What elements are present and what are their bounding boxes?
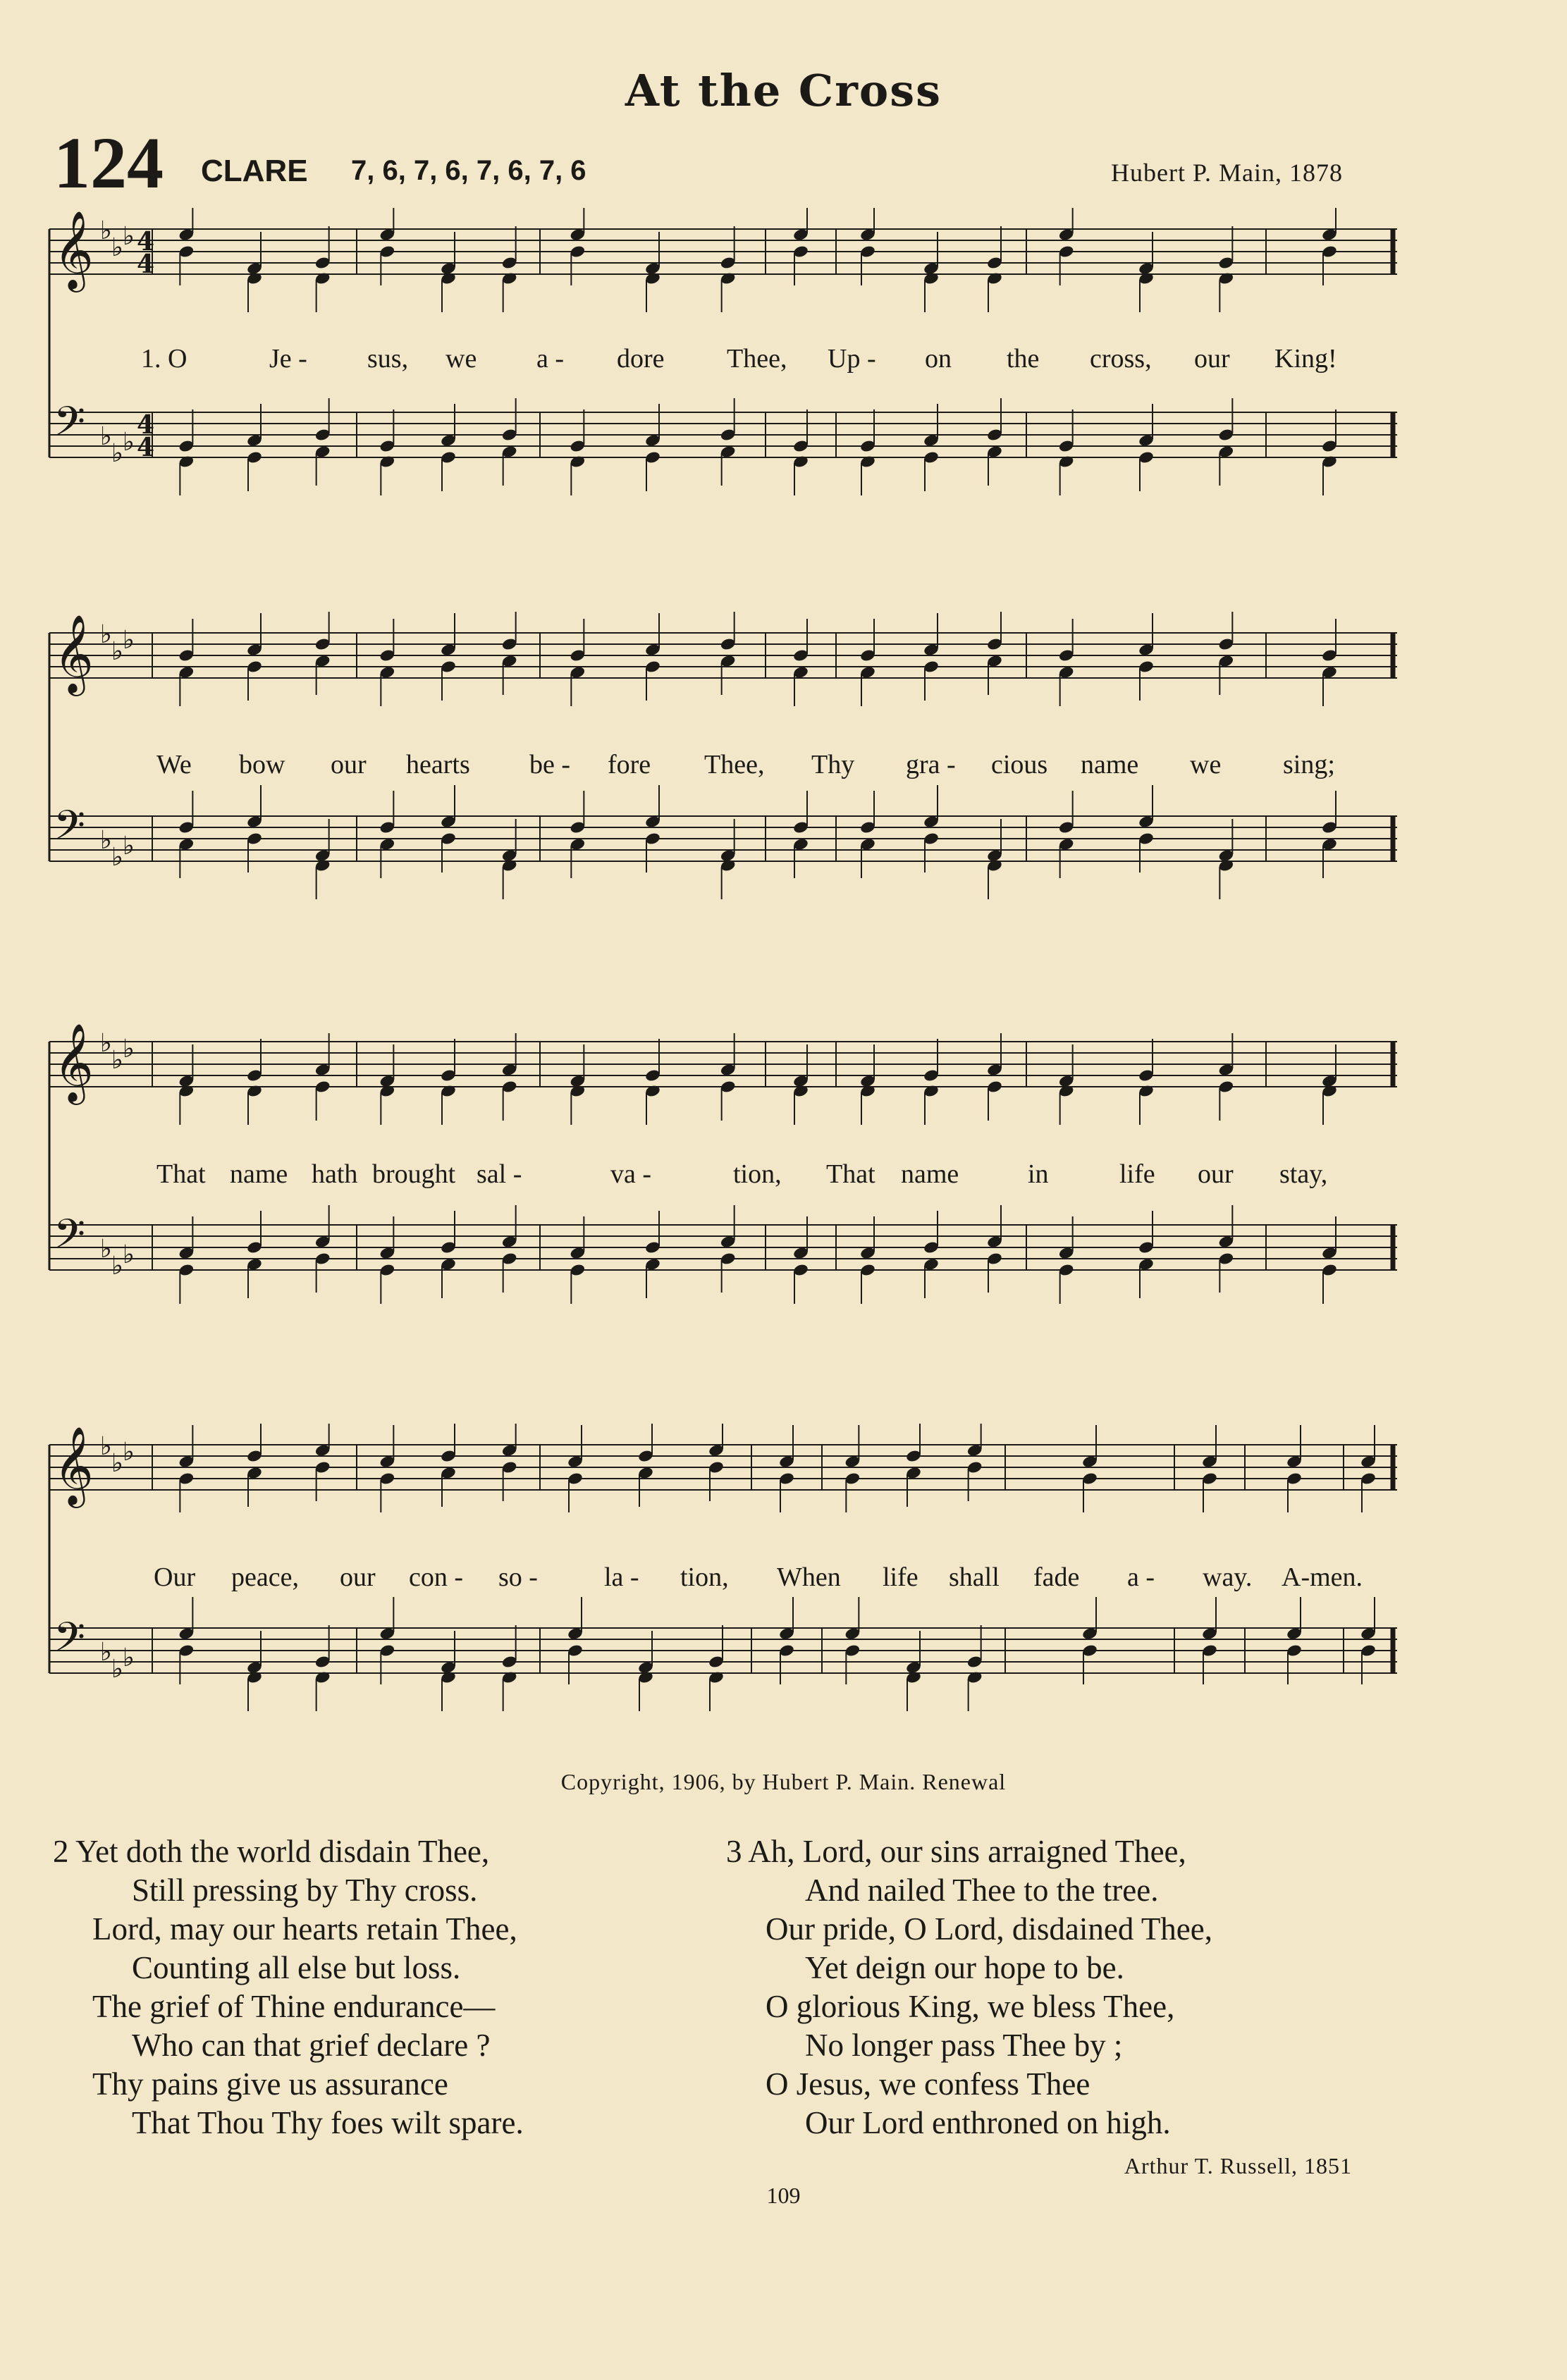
lyric-syllable: the	[1007, 344, 1040, 374]
treble-clef-icon: 𝄞	[54, 1426, 94, 1505]
treble-clef-icon: 𝄞	[54, 210, 94, 289]
time-signature: 4	[137, 227, 155, 257]
bass-clef-icon: 𝄢	[54, 1210, 86, 1268]
lyric-syllable: hearts	[406, 750, 470, 779]
lyric-syllable: peace,	[231, 1562, 299, 1592]
flat-icon: ♭	[111, 843, 123, 872]
flat-icon: ♭	[100, 422, 112, 451]
lyric-syllable: King!	[1274, 344, 1337, 374]
verse-number: 2	[53, 1834, 69, 1869]
verse-line: Our pride, O Lord, disdained Thee,	[766, 1911, 1212, 1947]
flat-icon: ♭	[100, 620, 112, 649]
lyric-syllable: a -	[1127, 1562, 1155, 1592]
lyric-syllable: life	[883, 1562, 918, 1592]
lyric-syllable: la -	[604, 1562, 639, 1592]
lyric-syllable: cross,	[1090, 344, 1152, 374]
lyric-syllable: way.	[1203, 1562, 1253, 1592]
time-signature: 4	[137, 410, 155, 440]
tune-name: CLARE	[201, 154, 308, 188]
lyric-syllable: name	[1081, 750, 1139, 779]
lyric-syllable: name	[230, 1159, 288, 1189]
lyric-syllable: our	[1194, 344, 1230, 374]
treble-clef-icon: 𝄞	[54, 1023, 94, 1102]
bass-clef-icon: 𝄢	[54, 801, 86, 859]
lyric-syllable: in	[1028, 1159, 1049, 1189]
verse-line: No longer pass Thee by ;	[805, 2028, 1123, 2063]
lyric-line	[47, 749, 1400, 784]
verse-number: 3	[726, 1834, 742, 1869]
bass-clef-icon: 𝄢	[54, 397, 86, 455]
flat-icon: ♭	[111, 1046, 123, 1075]
verse-line: O Jesus, we confess Thee	[766, 2066, 1090, 2102]
lyric-syllable: 1. O	[141, 344, 188, 374]
copyright-notice: Copyright, 1906, by Hubert P. Main. Renewal	[560, 1769, 1007, 1794]
verse-line: And nailed Thee to the tree.	[805, 1873, 1159, 1908]
verse-line: 2 Yet doth the world disdain Thee,	[53, 1834, 490, 1869]
lyric-syllable: Our	[154, 1562, 196, 1592]
music-system-2	[47, 612, 1400, 929]
lyric-syllable: A-men.	[1282, 1562, 1363, 1592]
flat-icon: ♭	[111, 233, 123, 262]
flat-icon: ♭	[100, 826, 112, 855]
verse-line: O glorious King, we bless Thee,	[766, 1989, 1175, 2024]
lyric-syllable: Thee,	[727, 344, 787, 374]
lyric-syllable: That	[156, 1159, 206, 1189]
lyric-syllable: cious	[991, 750, 1048, 779]
flat-icon: ♭	[111, 1655, 123, 1684]
flat-icon: ♭	[100, 1432, 112, 1461]
time-signature: 4	[137, 249, 155, 279]
composer-credit: Hubert P. Main, 1878	[1111, 159, 1343, 187]
verse-line: Still pressing by Thy cross.	[132, 1873, 478, 1908]
lyric-syllable: so -	[498, 1562, 538, 1592]
flat-icon: ♭	[100, 216, 112, 245]
lyric-syllable: con -	[409, 1562, 464, 1592]
verse-line: Our Lord enthroned on high.	[805, 2105, 1171, 2140]
lyric-syllable: name	[901, 1159, 959, 1189]
music-system-4	[47, 1424, 1400, 1748]
lyric-syllable: brought	[372, 1159, 456, 1189]
flat-icon: ♭	[111, 637, 123, 666]
lyric-syllable: tion,	[733, 1159, 782, 1189]
flat-icon: ♭	[100, 1029, 112, 1058]
lyric-syllable: va -	[610, 1159, 652, 1189]
lyric-syllable: When	[777, 1562, 841, 1592]
verse-2	[53, 1832, 524, 2142]
lyric-syllable: we	[1190, 750, 1222, 779]
verse-line: 3 Ah, Lord, our sins arraigned Thee,	[726, 1834, 1186, 1869]
lyric-line	[47, 343, 1400, 378]
verse-3	[726, 1832, 1212, 2142]
verse-line: Thy pains give us assurance	[92, 2066, 448, 2102]
flat-icon: ♭	[123, 1240, 135, 1269]
time-signature: 4	[137, 433, 155, 462]
lyric-syllable: a -	[536, 344, 565, 374]
lyric-syllable: our	[331, 750, 367, 779]
lyric-syllable: sal -	[477, 1159, 522, 1189]
lyric-syllable: fore	[608, 750, 651, 779]
flat-icon: ♭	[123, 1644, 135, 1672]
flat-icon: ♭	[100, 1638, 112, 1667]
lyric-syllable: be -	[529, 750, 571, 779]
lyric-syllable: Up -	[828, 344, 876, 374]
verse-line: The grief of Thine endurance—	[92, 1989, 496, 2024]
flat-icon: ♭	[123, 1438, 135, 1467]
lyric-syllable: on	[925, 344, 952, 374]
verse-line: Lord, may our hearts retain Thee,	[92, 1911, 517, 1947]
lyric-syllable: Thy	[811, 750, 855, 779]
flat-icon: ♭	[100, 1235, 112, 1264]
music-system-1	[47, 208, 1400, 525]
lyric-syllable: our	[1198, 1159, 1234, 1189]
lyric-syllable: hath	[312, 1159, 358, 1189]
flat-icon: ♭	[123, 428, 135, 457]
lyric-syllable: shall	[949, 1562, 1000, 1592]
lyric-syllable: sus,	[367, 344, 409, 374]
lyric-syllable: life	[1119, 1159, 1155, 1189]
lyric-syllable: dore	[617, 344, 665, 374]
flat-icon: ♭	[123, 626, 135, 655]
text-author-credit: Arthur T. Russell, 1851	[1124, 2153, 1352, 2178]
bass-clef-icon: 𝄢	[54, 1613, 86, 1671]
flat-icon: ♭	[111, 1252, 123, 1281]
flat-icon: ♭	[123, 832, 135, 861]
lyric-syllable: That	[826, 1159, 875, 1189]
lyric-syllable: We	[156, 750, 192, 779]
flat-icon: ♭	[123, 222, 135, 251]
meter: 7, 6, 7, 6, 7, 6, 7, 6	[351, 155, 586, 186]
flat-icon: ♭	[111, 439, 123, 468]
verse-line: Who can that grief declare ?	[132, 2028, 491, 2063]
lyric-syllable: we	[445, 344, 477, 374]
lyric-syllable: our	[340, 1562, 376, 1592]
verse-line: Yet deign our hope to be.	[805, 1950, 1124, 1985]
treble-clef-icon: 𝄞	[54, 614, 94, 693]
lyric-syllable: sing;	[1283, 750, 1335, 779]
lyric-syllable: fade	[1033, 1562, 1080, 1592]
hymn-number: 124	[54, 123, 164, 204]
lyric-syllable: stay,	[1279, 1159, 1328, 1189]
flat-icon: ♭	[111, 1449, 123, 1478]
verse-line: That Thou Thy foes wilt spare.	[132, 2105, 524, 2140]
lyric-syllable: gra -	[906, 750, 956, 779]
page-number: 109	[766, 2183, 801, 2208]
lyric-syllable: tion,	[680, 1562, 729, 1592]
music-system-3	[47, 1021, 1400, 1338]
lyric-syllable: Thee,	[704, 750, 765, 779]
flat-icon: ♭	[123, 1035, 135, 1063]
lyric-line	[47, 1562, 1400, 1597]
lyric-line	[47, 1159, 1400, 1194]
hymn-title: At the Cross	[625, 65, 942, 116]
lyric-syllable: Je -	[269, 344, 307, 374]
verse-line: Counting all else but loss.	[132, 1950, 461, 1985]
lyric-syllable: bow	[239, 750, 285, 779]
